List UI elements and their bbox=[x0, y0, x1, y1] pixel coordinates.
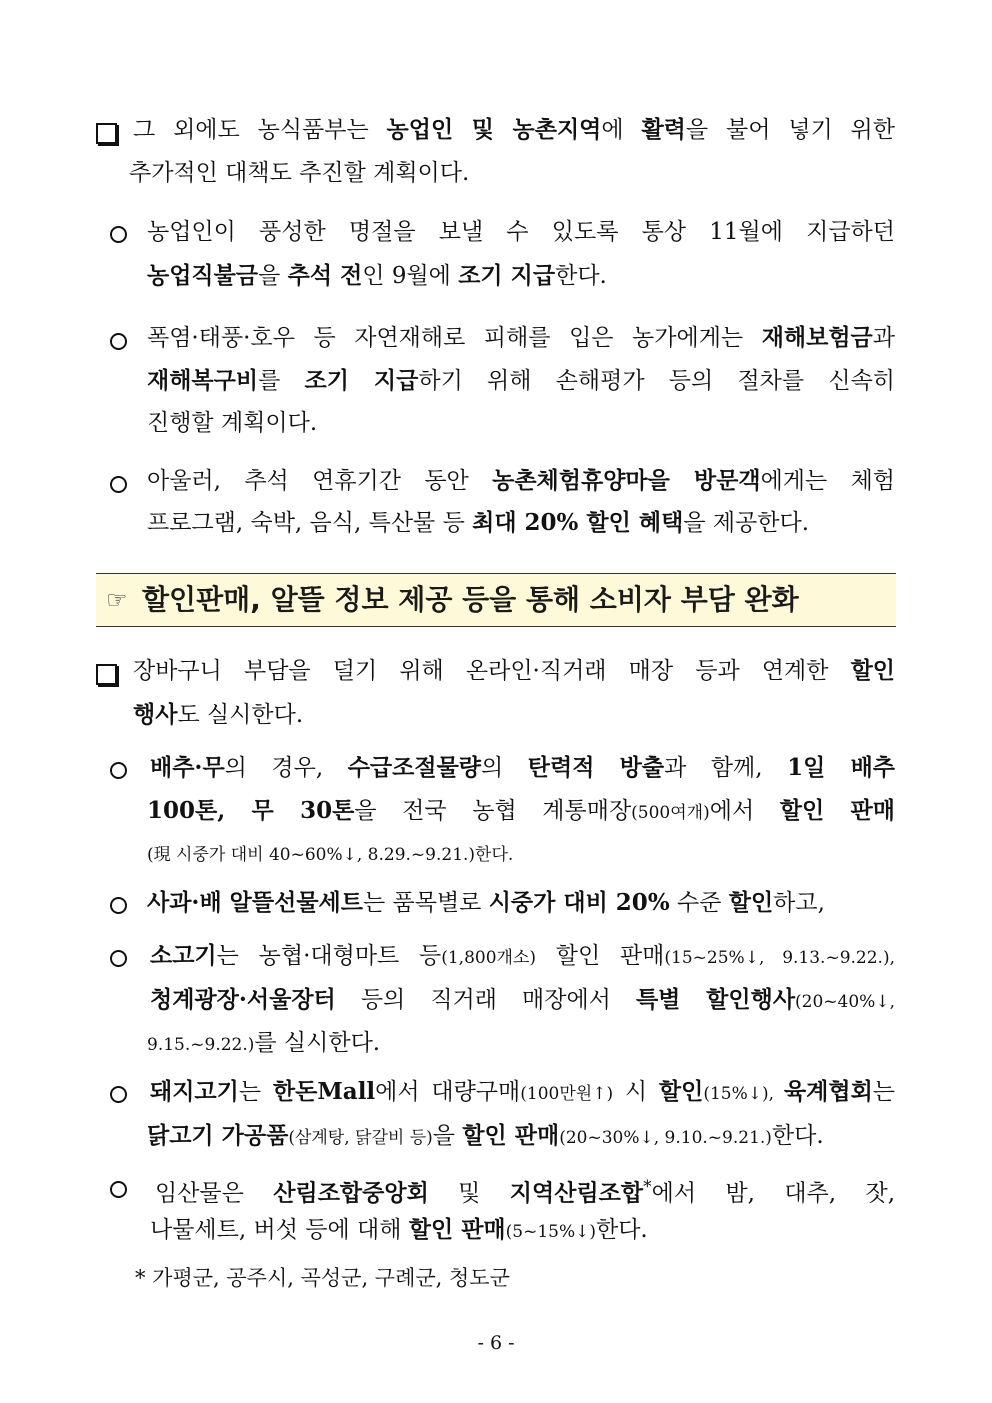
paragraph-line: 재해복구비를 조기 지급하기 위해 손해평가 등의 절차를 신속히 bbox=[147, 367, 896, 394]
section-title: 할인판매, 알뜰 정보 제공 등을 통해 소비자 부담 완화 bbox=[142, 583, 799, 616]
paragraph-line: 장바구니 부담을 덜기 위해 온라인·직거래 매장 등과 연계한 할인 bbox=[133, 657, 895, 684]
circle-bullet-icon bbox=[110, 476, 127, 493]
section-header-banner bbox=[96, 573, 896, 627]
paragraph-line: 농업인이 풍성한 명절을 보낼 수 있도록 통상 11월에 지급하던 bbox=[147, 219, 895, 245]
circle-bullet-icon bbox=[110, 897, 127, 914]
paragraph-line: 추가적인 대책도 추진할 계획이다. bbox=[129, 160, 470, 186]
paragraph-line: 사과·배 알뜰선물세트는 품목별로 시중가 대비 20% 수준 할인하고, bbox=[147, 889, 825, 916]
circle-bullet-icon bbox=[110, 950, 127, 967]
paragraph-line: 그 외에도 농식품부는 농업인 및 농촌지역에 활력을 불어 넣기 위한 bbox=[133, 116, 895, 143]
paragraph-line: 농업직불금을 추석 전인 9월에 조기 지급한다. bbox=[147, 262, 607, 289]
paragraph-line: (現 시중가 대비 40~60%↓, 8.29.~9.21.)한다. bbox=[147, 845, 514, 865]
circle-bullet-icon bbox=[110, 1181, 127, 1198]
circle-bullet-icon bbox=[110, 333, 127, 350]
paragraph-line: 프로그램, 숙박, 음식, 특산물 등 최대 20% 할인 혜택을 제공한다. bbox=[147, 509, 810, 536]
footnote: * 가평군, 공주시, 곡성군, 구례군, 청도군 bbox=[135, 1266, 510, 1290]
paragraph-line: 돼지고기는 한돈Mall에서 대량구매(100만원↑) 시 할인(15%↓), 육계협회는 bbox=[150, 1078, 896, 1105]
page-number: - 6 - bbox=[477, 1332, 515, 1354]
paragraph-line: 9.15.~9.22.)를 실시한다. bbox=[147, 1030, 381, 1056]
paragraph-line: 행사도 실시한다. bbox=[133, 701, 304, 728]
paragraph-line: 청계광장·서울장터 등의 직거래 매장에서 특별 할인행사(20~40%↓, bbox=[150, 986, 895, 1013]
paragraph-line: 닭고기 가공품(삼계탕, 닭갈비 등)을 할인 판매(20~30%↓, 9.10.~9.21.)한다. bbox=[147, 1122, 824, 1149]
paragraph-line: 소고기는 농협·대형마트 등(1,800개소) 할인 판매(15~25%↓, 9.13.~9.22.), bbox=[150, 942, 895, 969]
circle-bullet-icon bbox=[110, 226, 127, 243]
paragraph-line: 임산물은 산림조합중앙회 및 지역산림조합*에서 밤, 대추, 잣, bbox=[155, 1177, 896, 1207]
paragraph-line: 진행할 계획이다. bbox=[147, 410, 318, 436]
pointing-hand-icon: ☞ bbox=[106, 586, 128, 614]
checkbox-bullet-icon bbox=[96, 123, 117, 144]
paragraph-line: 배추·무의 경우, 수급조절물량의 탄력적 방출과 함께, 1일 배추 bbox=[150, 754, 896, 781]
paragraph-line: 폭염·태풍·호우 등 자연재해로 피해를 입은 농가에게는 재해보험금과 bbox=[147, 324, 895, 351]
circle-bullet-icon bbox=[110, 762, 127, 779]
paragraph-line: 아울러, 추석 연휴기간 동안 농촌체험휴양마을 방문객에게는 체험 bbox=[147, 467, 896, 494]
circle-bullet-icon bbox=[110, 1086, 127, 1103]
paragraph-line: 나물세트, 버섯 등에 대해 할인 판매(5~15%↓)한다. bbox=[150, 1216, 648, 1243]
paragraph-line: 100톤, 무 30톤을 전국 농협 계통매장(500여개)에서 할인 판매 bbox=[147, 797, 895, 824]
checkbox-bullet-icon bbox=[96, 664, 117, 685]
